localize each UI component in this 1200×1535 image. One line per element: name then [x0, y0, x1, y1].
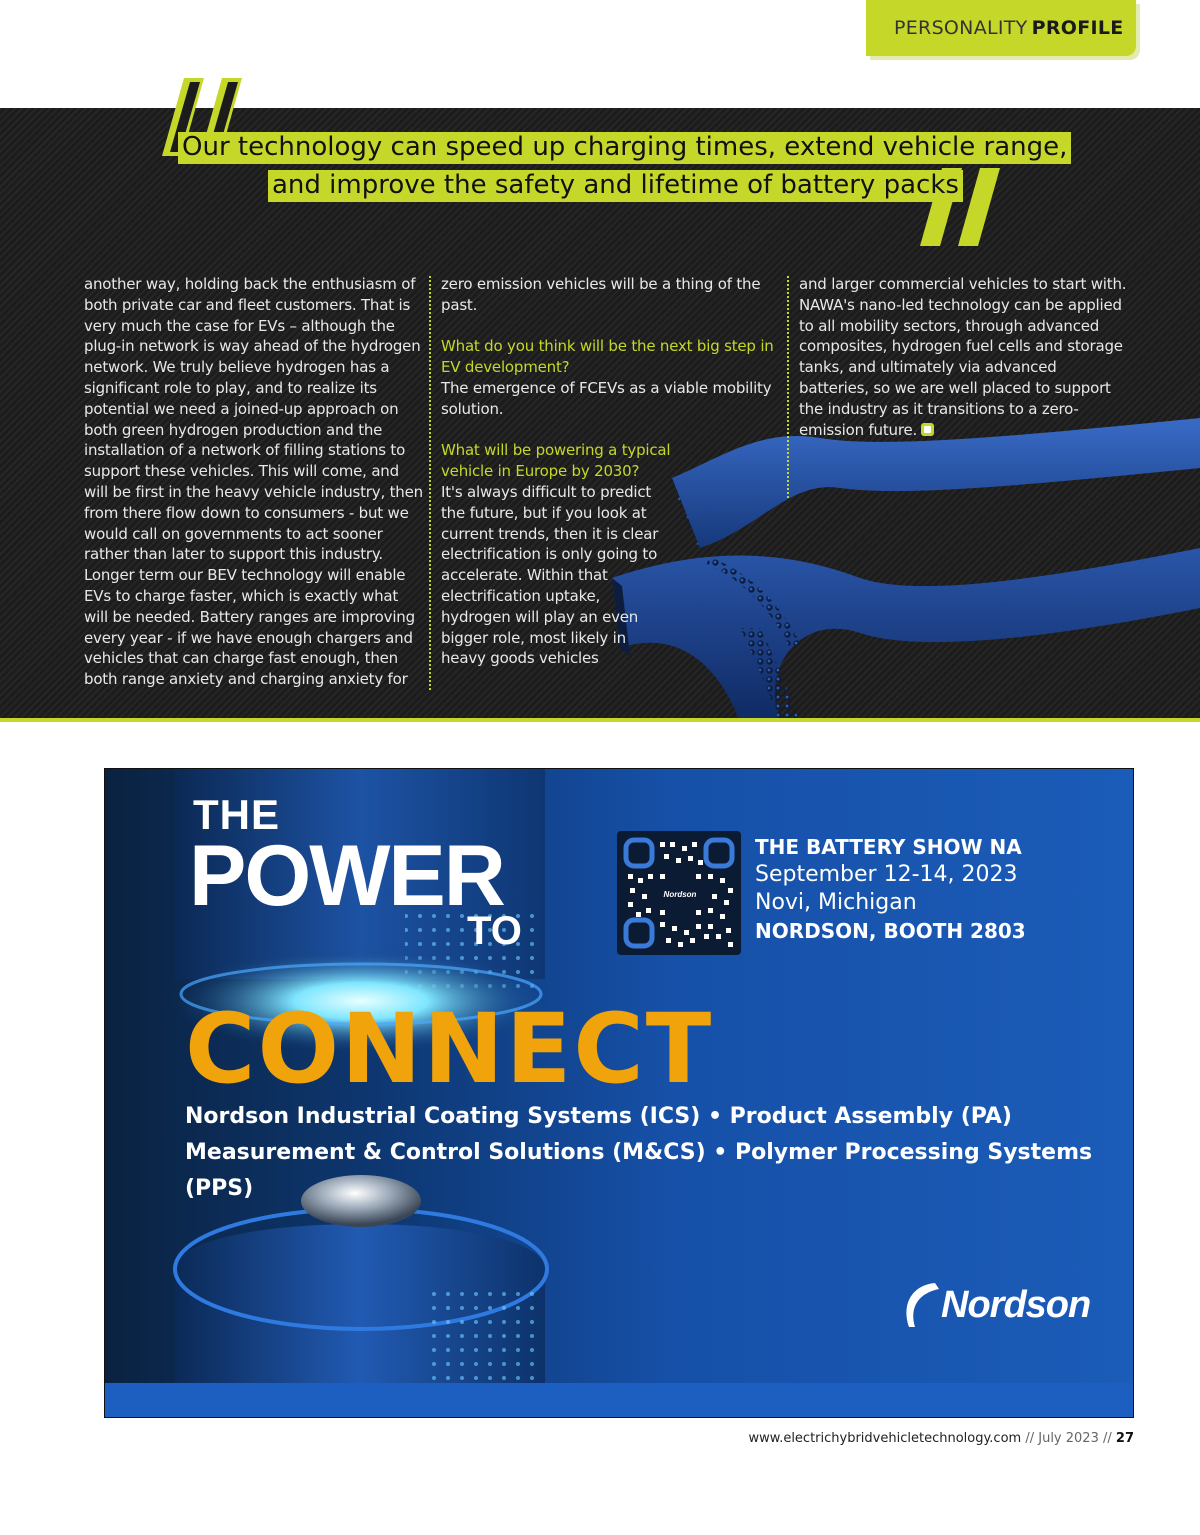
event-booth: NORDSON, BOOTH 2803 — [755, 919, 1026, 943]
pull-quote-line-2: and improve the safety and lifetime of battery packs — [268, 166, 963, 204]
col2-question-1: What do you think will be the next big step in EV development? — [441, 337, 774, 377]
end-of-article-icon — [921, 423, 934, 436]
event-name: THE BATTERY SHOW NA — [755, 835, 1022, 859]
section-tab — [866, 0, 1136, 56]
ad-business-units — [185, 1099, 1133, 1207]
nordson-advert[interactable] — [104, 768, 1134, 1418]
section-tab-light: PERSONALITY — [894, 17, 1028, 39]
event-location: Novi, Michigan — [755, 890, 917, 915]
article-column-3 — [799, 274, 1129, 440]
ad-title-power: POWER — [189, 828, 504, 924]
event-details — [755, 833, 1026, 945]
column-divider-1 — [429, 276, 431, 690]
col2-paragraph: zero emission vehicles will be a thing of the past. — [441, 275, 761, 314]
ad-title-to: TO — [467, 909, 522, 953]
page-footer — [748, 1431, 1134, 1446]
col3-text: and larger commercial vehicles to start with. NAWA's nano-led technology can be applied to all mobility sectors, through advanced composites, hydrogen fuel cells and storage tanks, and ultimately via advanced batteries, so we are well placed to support the industry as it transitions to a zero-emission future. — [799, 275, 1127, 439]
qr-code-icon — [620, 834, 738, 952]
col2-answer-2: It's always difficult to predict the future, but if you look at current trends, then it is clear electrification is only going to accelerate. Within that electrification uptake, hydrogen will play an even bigger role, most likely in heavy goods vehicles — [441, 482, 659, 668]
nordson-logo: Nordson — [941, 1284, 1091, 1326]
footer-separator-1: // — [1025, 1431, 1035, 1446]
footer-separator-2: // — [1103, 1431, 1112, 1446]
ad-line-1: Nordson Industrial Coating Systems (ICS) • Product Assembly (PA) — [185, 1104, 1012, 1129]
col2-answer-1: The emergence of FCEVs as a viable mobility solution. — [441, 378, 772, 418]
ad-connect-headline: CONNECT — [185, 993, 714, 1105]
article-column-1 — [84, 274, 424, 690]
page-number: 27 — [1115, 1431, 1134, 1446]
qr-label: Nordson — [663, 890, 697, 899]
footer-url[interactable]: www.electrichybridvehicletechnology.com — [748, 1431, 1022, 1446]
col1-text: another way, holding back the enthusiasm of both private car and fleet customers. That is very much the case for EVs – although the plug-in network is way ahead of the hydrogen network. We truly believe hydrogen has a significant role to play, and to realize its potential we need a joined-up approach on both green hydrogen production and the installation of a network of filling stations to support these vehicles. This will come, and will be first in the heavy vehicle industry, then from there flow down to consumers - but we would call on governments to act sooner rather than later to support this industry. Longer term our BEV technology will enable EVs to charge faster, which is exactly what will be needed. Battery ranges are improving every year - if we have enough chargers and vehicles that can charge fast enough, then both range anxiety and charging anxiety for — [84, 275, 423, 689]
ad-title-the: THE — [193, 791, 280, 838]
footer-date: July 2023 — [1038, 1431, 1099, 1446]
col2-question-2: What will be powering a typical vehicle in Europe by 2030? — [441, 441, 671, 481]
qr-code[interactable] — [617, 831, 741, 955]
section-tab-bold: PROFILE — [1031, 17, 1124, 39]
ad-footer-strip — [105, 1383, 1133, 1417]
article-column-2 — [441, 274, 781, 669]
pull-quote-line-1: Our technology can speed up charging times, extend vehicle range, — [178, 128, 1071, 166]
event-dates: September 12-14, 2023 — [755, 862, 1018, 887]
band-accent-line — [0, 718, 1200, 722]
ad-line-2: Measurement & Control Solutions (M&CS) • Polymer Processing Systems (PPS) — [185, 1140, 1093, 1201]
column-divider-2 — [787, 276, 789, 498]
